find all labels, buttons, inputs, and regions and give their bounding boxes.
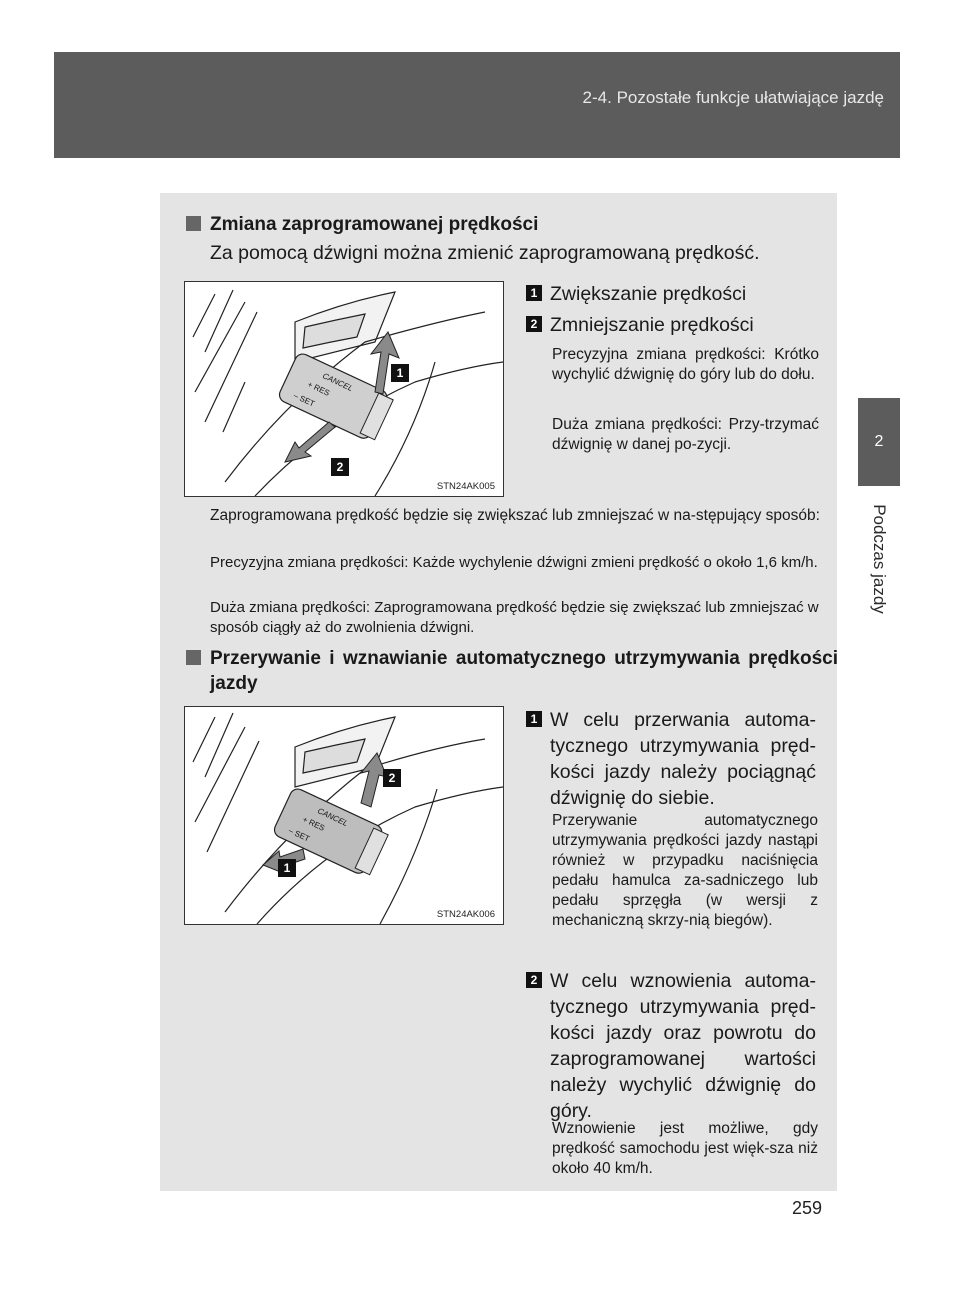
item-number: 1: [526, 711, 542, 727]
section1-heading: Zmiana zaprogramowanej prędkości: [186, 212, 826, 237]
figure-code: STN24AK005: [436, 481, 495, 492]
section2-heading: Przerywanie i wznawianie automatycznego utrzymywania prędkości jazdy: [186, 646, 838, 696]
section1-intro: Za pomocą dźwigni można zmienić zaprogramowaną prędkość.: [210, 242, 760, 264]
lever-res-label: + RES: [301, 814, 327, 833]
item-number: 1: [526, 285, 542, 301]
lever-cancel-label: CANCEL: [321, 371, 355, 394]
list-item: [526, 312, 826, 338]
lever-cancel-label: CANCEL: [316, 806, 350, 829]
content-panel: [160, 193, 837, 1191]
lever-illustration-2: [185, 707, 503, 924]
item-number: 2: [526, 316, 542, 332]
figure-lever-speed-adjust: [184, 281, 504, 497]
item-text: Zmniejszanie prędkości: [550, 314, 754, 336]
square-bullet-icon: [186, 650, 201, 665]
body-paragraph: Zaprogramowana prędkość będzie się zwiększać lub zmniejszać w na-stępujący sposób:: [210, 507, 820, 524]
figure-callout-1: 1: [278, 859, 296, 877]
note-text: Przerywanie automatycznego utrzymywania prędkości jazdy nastąpi również w przypadku naciśnięcia pedału hamulca za-sadniczego lub pedału sprzęgła (w wersji z mechaniczną skrzy-nią biegów).: [552, 812, 818, 929]
lever-res-label: + RES: [306, 379, 332, 398]
sub-note: Duża zmiana prędkości: Zaprogramowana prędkość będzie się zwiększać lub zmniejszać w sposób ciągły aż do zwolnienia dźwigni.: [210, 599, 819, 636]
square-bullet-icon: [186, 216, 201, 231]
item-number: 2: [526, 972, 542, 988]
figure-callout-2: 2: [331, 458, 349, 476]
list-item: [526, 281, 826, 307]
sub-note: Precyzyjna zmiana prędkości: Każde wychylenie dźwigni zmieni prędkość o około 1,6 km/h.: [210, 554, 818, 571]
list-item: [526, 968, 816, 1124]
lever-set-label: – SET: [287, 825, 312, 844]
figure-lever-cancel-resume: [184, 706, 504, 925]
figure-code: STN24AK006: [436, 909, 495, 920]
page-header: [54, 52, 900, 158]
figure-callout-2: 2: [383, 769, 401, 787]
arrow-down-icon: [285, 422, 335, 462]
section-title: 2-4. Pozostałe funkcje ułatwiające jazdę: [582, 88, 884, 107]
note-text: Duża zmiana prędkości: Przy-trzymać dźwignię w danej po-zycji.: [552, 416, 819, 453]
note-text: Wznowienie jest możliwe, gdy prędkość samochodu jest więk-sza niż około 40 km/h.: [552, 1120, 818, 1177]
item-text: W celu przerwania automa-tycznego utrzymywania pręd-kości jazdy należy pociągnąć dźwignię do siebie.: [550, 709, 816, 809]
item-text: Zwiększanie prędkości: [550, 283, 747, 305]
chapter-label-text: Podczas jazdy: [870, 504, 889, 614]
chapter-label: [858, 494, 900, 624]
item-text: W celu wznowienia automa-tycznego utrzymywania pręd-kości jazdy oraz powrotu do zaprogramowanej wartości należy wychylić dźwignię do góry.: [550, 970, 816, 1122]
page-number: 259: [792, 1198, 823, 1218]
list-item: [526, 707, 816, 811]
figure-callout-1: 1: [391, 364, 409, 382]
note-text: Precyzyjna zmiana prędkości: Krótko wychylić dźwignię do góry lub do dołu.: [552, 346, 819, 383]
chapter-tab: 2: [858, 398, 900, 486]
lever-set-label: – SET: [292, 390, 317, 409]
